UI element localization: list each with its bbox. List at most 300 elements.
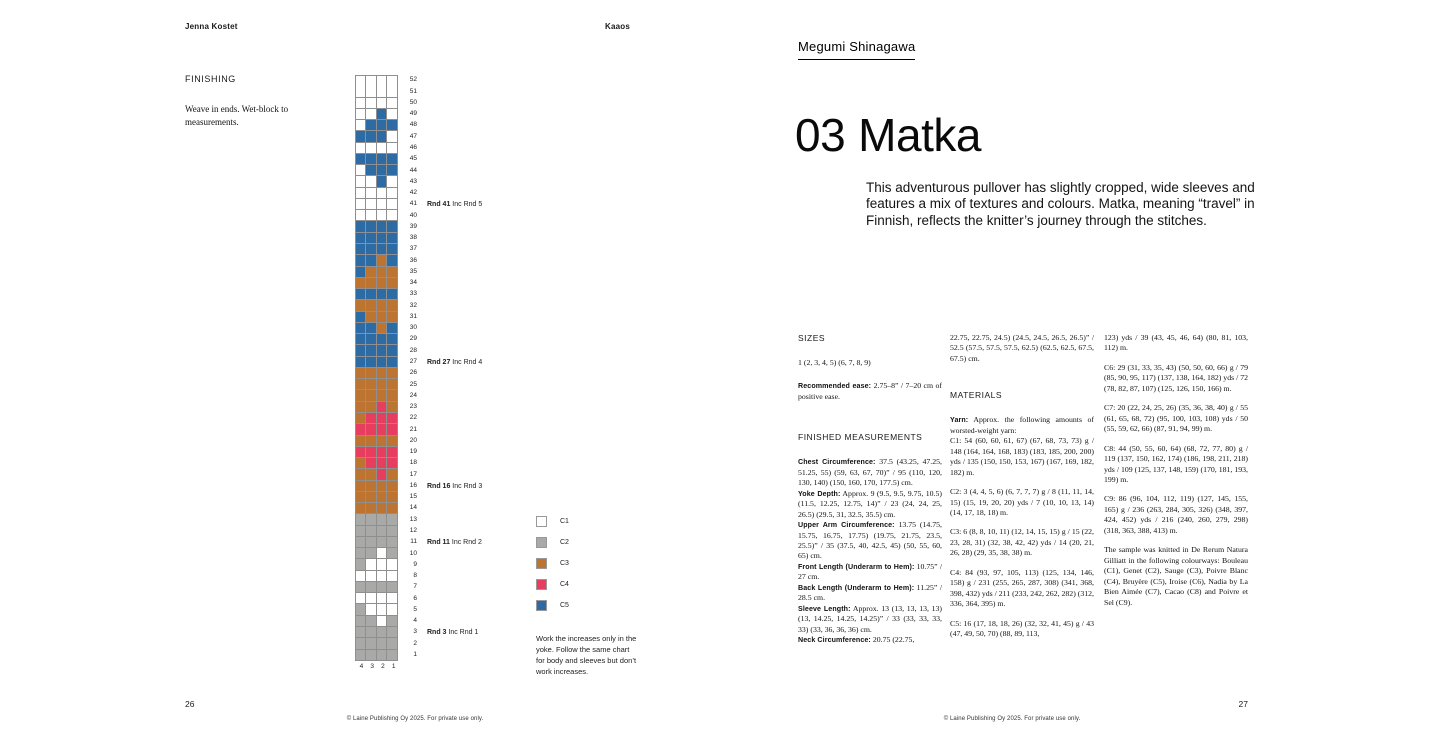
chart-cell — [366, 447, 377, 458]
chart-cell — [387, 627, 398, 638]
chart-row-cells — [355, 199, 398, 210]
finishing-section — [185, 74, 335, 128]
chart-row — [355, 593, 482, 604]
chart-row — [355, 86, 482, 97]
chart-row-cells — [355, 481, 398, 492]
chart-cell — [366, 143, 377, 154]
chart-cell — [387, 469, 398, 480]
chart-row-number: 7 — [413, 583, 417, 591]
chart-rnd-label: Rnd 16 Inc Rnd 3 — [427, 482, 483, 490]
chart-row — [355, 481, 482, 492]
chart-cell — [355, 312, 366, 323]
chart-row — [355, 537, 482, 548]
chart-cell — [387, 323, 398, 334]
chart-cell — [377, 86, 388, 97]
chart-cell — [366, 526, 377, 537]
chart-cell — [355, 221, 366, 232]
chart-row — [355, 526, 482, 537]
chart-cell — [387, 210, 398, 221]
chart-row-number: 30 — [409, 324, 417, 332]
chart-cell — [387, 402, 398, 413]
chart-cell — [377, 120, 388, 131]
chart-row — [355, 503, 482, 514]
chart-cell — [387, 357, 398, 368]
chart-cell — [355, 188, 366, 199]
chart-cell — [355, 210, 366, 221]
chart-row-number: 46 — [409, 143, 417, 151]
measurement-item: Upper Arm Circumference: 13.75 (14.75, 15.75, 16.75, 17.75) (19.75, 21.75, 23.5, 25.5)” / 35 (37.5, 40, 42.5, 45) (50, 55, 60, 65) cm. — [798, 520, 942, 561]
chart-legend — [536, 511, 569, 616]
chart-row — [355, 334, 482, 345]
chart-column-number: 4 — [359, 662, 364, 670]
ease-text: 2.75–8” / 7–20 cm of positive ease. — [798, 381, 942, 401]
chart-cell — [366, 120, 377, 131]
chart-cell — [366, 323, 377, 334]
chart-row — [355, 469, 482, 480]
legend-label: C2 — [560, 539, 569, 546]
chart-row-cells — [355, 604, 398, 615]
chart-cell — [377, 154, 388, 165]
chart-cell — [387, 76, 398, 87]
chart-cell — [366, 176, 377, 187]
chart-row — [355, 548, 482, 559]
chart-row — [355, 650, 482, 661]
chart-row — [355, 278, 482, 289]
legend-label: C4 — [560, 581, 569, 588]
chart-cell — [355, 165, 366, 176]
chart-cell — [387, 413, 398, 424]
chart-row-cells — [355, 627, 398, 638]
chart-cell — [377, 616, 388, 627]
chart-cell — [377, 559, 388, 570]
chart-row — [355, 210, 482, 221]
chart-cell — [387, 548, 398, 559]
chart-cell — [366, 458, 377, 469]
chart-row-number: 48 — [409, 121, 417, 129]
chart-cell — [366, 131, 377, 142]
chart-cell — [355, 255, 366, 266]
chart-row — [355, 571, 482, 582]
chart-cell — [387, 503, 398, 514]
chart-row-cells — [355, 526, 398, 537]
chart-cell — [377, 210, 388, 221]
chart-cell — [366, 368, 377, 379]
chart-cell — [355, 616, 366, 627]
chart-row — [355, 447, 482, 458]
chart-cell — [366, 424, 377, 435]
chart-row-cells — [355, 492, 398, 503]
chart-row — [355, 638, 482, 649]
chart-cell — [377, 143, 388, 154]
chart-cell — [377, 627, 388, 638]
chart-grid — [355, 75, 482, 661]
chart-cell — [366, 255, 377, 266]
chart-cell — [377, 255, 388, 266]
chart-row-number: 41 — [409, 200, 417, 208]
chart-row-cells — [355, 424, 398, 435]
chart-cell — [355, 345, 366, 356]
chart-cell — [366, 616, 377, 627]
chart-cell — [377, 593, 388, 604]
chart-row — [355, 188, 482, 199]
chart-row-cells — [355, 368, 398, 379]
chart-cell — [366, 278, 377, 289]
chart-cell — [377, 131, 388, 142]
chart-cell — [387, 424, 398, 435]
materials-item: C4: 84 (93, 97, 105, 113) (125, 134, 146, 158) g / 231 (255, 265, 287, 308) (341, 368, 398, 432) yds / 211 (233, 242, 262, 282) (312, 336, 364, 395) m. — [950, 567, 1094, 609]
chart-row-cells — [355, 390, 398, 401]
chart-cell — [366, 300, 377, 311]
chart-row-cells — [355, 334, 398, 345]
chart-cell — [366, 267, 377, 278]
chart-cell — [377, 221, 388, 232]
yarn-item: The sample was knitted in De Rerum Natura Gilliatt in the following colourways: Bouleau (C1), Genet (C2), Sauge (C3), Poivre Blanc (C4), Bruyère (C5), Iroise (C6), Nadia by La Bien Aimée (C7), Cacao (C8) and Poivre et Sel (C9). — [1104, 545, 1248, 607]
chart-cell — [387, 199, 398, 210]
chart-cell — [377, 368, 388, 379]
chart-row-cells — [355, 413, 398, 424]
chart-cell — [377, 402, 388, 413]
chart-cell — [366, 357, 377, 368]
measurement-item-label: Chest Circumference: — [798, 458, 876, 467]
measurement-item: Sleeve Length: Approx. 13 (13, 13, 13, 13) (13, 14.25, 14.25, 14.25)” / 33 (33, 33, 33, 33) (33, 36, 36, 36) cm. — [798, 603, 943, 634]
legend-label: C1 — [560, 518, 569, 525]
chart-cell — [377, 469, 388, 480]
chart-cell — [355, 131, 366, 142]
pattern-intro: This adventurous pullover has slightly cropped, wide sleeves and features a mix of textures and colours. Matka, meaning “travel” in Finnish, reflects the knitter’s journey through the stitches. — [866, 180, 1255, 228]
chart-row-cells — [355, 447, 398, 458]
chart-row-cells — [355, 469, 398, 480]
chart-cell — [355, 76, 366, 87]
legend-label: C5 — [560, 602, 569, 609]
measurement-item-label: Sleeve Length: — [798, 604, 851, 613]
chart-cell — [355, 481, 366, 492]
chart-cell — [387, 300, 398, 311]
legend-label: C3 — [560, 560, 569, 567]
chart-cell — [387, 176, 398, 187]
chart-row-cells — [355, 537, 398, 548]
chart-row-number: 16 — [409, 481, 417, 489]
materials-item: C2: 3 (4, 4, 5, 6) (6, 7, 7, 7) g / 8 (11, 11, 14, 15) (15, 19, 20, 20) yds / 7 (10, 10, 13, 14) (14, 17, 18, 18) m. — [950, 487, 1094, 517]
chart-row-number: 24 — [409, 391, 417, 399]
chart-row — [355, 514, 482, 525]
chart-cell — [377, 300, 388, 311]
chart-row-number: 11 — [410, 538, 417, 546]
chart-cell — [377, 481, 388, 492]
chart-row-cells — [355, 154, 398, 165]
legend-item — [536, 532, 569, 553]
chart-row-number: 51 — [409, 87, 417, 95]
chart-cell — [387, 109, 398, 120]
chart-cell — [377, 345, 388, 356]
chart-row-cells — [355, 650, 398, 661]
running-head-book-title: Kaaos — [605, 22, 631, 31]
chart-row-cells — [355, 548, 398, 559]
chart-cell — [377, 357, 388, 368]
measurement-item: Back Length (Underarm to Hem): 11.25” / 28.5 cm. — [798, 582, 942, 603]
chart-row — [355, 379, 482, 390]
column-sizes — [798, 333, 942, 646]
chart-cell — [366, 76, 377, 87]
chart-cell — [387, 559, 398, 570]
materials-item: Yarn: Approx. the following amounts of worsted-weight yarn: — [950, 415, 1094, 435]
chart-cell — [366, 492, 377, 503]
yarn-item: C8: 44 (50, 55, 60, 64) (68, 72, 77, 80) g / 119 (137, 150, 162, 174) (186, 198, 211, 218) yds / 109 (125, 137, 148, 159) (170, 181, 193, 199) m. — [1104, 443, 1248, 484]
chart-row — [355, 176, 482, 187]
chart-cell — [355, 503, 366, 514]
chart-row-cells — [355, 109, 398, 120]
chart-cell — [366, 345, 377, 356]
column-yarn-continued — [1104, 333, 1248, 608]
chart-rnd-label: Rnd 41 Inc Rnd 5 — [427, 201, 483, 209]
chart-cell — [355, 357, 366, 368]
chart-row-cells — [355, 120, 398, 131]
chart-cell — [377, 76, 388, 87]
chart-row-cells — [355, 458, 398, 469]
chart-cell — [387, 289, 398, 300]
chart-row — [355, 413, 482, 424]
chart-row-number: 47 — [409, 132, 417, 140]
chart-cell — [387, 481, 398, 492]
chart-row-cells — [355, 86, 398, 97]
materials-item: C1: 54 (60, 60, 61, 67) (67, 68, 73, 73) g / 148 (164, 164, 168, 183) (183, 185, 200, 200) yds / 135 (150, 150, 153, 167) (167, 169, 182, 182) m. — [950, 436, 1094, 477]
chart-row — [355, 131, 482, 142]
measurement-item: Chest Circumference: 37.5 (43.25, 47.25, 51.25, 55) (59, 63, 67, 70)” / 95 (110, 120, 130, 140) (150, 160, 170, 177.5) cm. — [798, 457, 943, 488]
chart-row — [355, 582, 482, 593]
chart-cell — [366, 627, 377, 638]
chart-row-cells — [355, 233, 398, 244]
chart-row-cells — [355, 638, 398, 649]
chart-row-cells — [355, 188, 398, 199]
materials-heading: MATERIALS — [950, 390, 1003, 401]
chart-cell — [377, 323, 388, 334]
chart-row — [355, 492, 482, 503]
chart-row — [355, 199, 482, 210]
chart-cell — [387, 120, 398, 131]
measurement-item-label: Yoke Depth: — [798, 489, 841, 498]
chart-rnd-label: Rnd 3 Inc Rnd 1 — [427, 629, 479, 637]
chart-row-cells — [355, 267, 398, 278]
measurement-item-label: Back Length (Underarm to Hem): — [798, 583, 915, 592]
chart-cell — [377, 278, 388, 289]
chart-cell — [377, 638, 388, 649]
finished-measurements-heading: FINISHED MEASUREMENTS — [798, 432, 923, 443]
chart-cell — [366, 650, 377, 661]
finishing-body: Weave in ends. Wet-block to measurements. — [185, 104, 289, 127]
legend-swatch — [536, 516, 547, 527]
chart-row-number: 21 — [409, 425, 417, 433]
chart-row-number: 22 — [409, 414, 417, 422]
chart-rnd-label: Rnd 11 Inc Rnd 2 — [427, 539, 482, 547]
chart-row-number: 27 — [409, 358, 417, 366]
chart-cell — [355, 300, 366, 311]
chart-cell — [387, 379, 398, 390]
chart-rnd-label: Rnd 27 Inc Rnd 4 — [427, 358, 483, 366]
chart-cell — [366, 334, 377, 345]
chart-cell — [387, 255, 398, 266]
chart-cell — [366, 390, 377, 401]
chart-cell — [387, 390, 398, 401]
chart-cell — [387, 447, 398, 458]
chart-cell — [387, 165, 398, 176]
chart-row-cells — [355, 255, 398, 266]
chart-cell — [387, 582, 398, 593]
chart-row — [355, 604, 482, 615]
chart-row-cells — [355, 210, 398, 221]
chart-cell — [387, 86, 398, 97]
chart-row-number: 28 — [409, 346, 417, 354]
chart-cell — [387, 492, 398, 503]
chart-cell — [366, 199, 377, 210]
pattern-title: Matka — [858, 109, 981, 161]
chart-cell — [355, 143, 366, 154]
chart-cell — [355, 278, 366, 289]
chart-row — [355, 436, 482, 447]
chart-cell — [387, 233, 398, 244]
chart-row-cells — [355, 131, 398, 142]
chart-cell — [377, 390, 388, 401]
legend-swatch — [536, 537, 547, 548]
chart-row-cells — [355, 278, 398, 289]
chart-row-cells — [355, 75, 398, 87]
chart-row-number: 37 — [409, 245, 417, 253]
chart-row-cells — [355, 98, 398, 109]
chart-row-cells — [355, 582, 398, 593]
column-materials — [950, 333, 1094, 640]
ease-line — [798, 381, 942, 402]
chart-cell — [377, 650, 388, 661]
chart-cell — [366, 402, 377, 413]
chart-row-number: 2 — [413, 639, 417, 647]
chart-cell — [377, 424, 388, 435]
pattern-title-row — [795, 108, 981, 162]
chart-row-number: 42 — [409, 189, 417, 197]
copyright-notice: © Laine Publishing Oy 2025. For private use only. — [346, 716, 484, 722]
chart-cell — [366, 469, 377, 480]
chart-cell — [366, 638, 377, 649]
chart-cell — [377, 514, 388, 525]
chart-cell — [387, 593, 398, 604]
chart-row-number: 33 — [409, 290, 417, 298]
chart-cell — [366, 559, 377, 570]
chart-row-number: 29 — [409, 335, 417, 343]
chart-cell — [387, 244, 398, 255]
chart-cell — [387, 278, 398, 289]
chart-cell — [377, 548, 388, 559]
chart-row — [355, 143, 482, 154]
chart-row — [355, 244, 482, 255]
chart-row-cells — [355, 402, 398, 413]
finished-measurements-list — [798, 457, 942, 645]
yarn-item: C9: 86 (96, 104, 112, 119) (127, 145, 155, 165) g / 236 (263, 284, 305, 326) (348, 397, 424, 452) yds / 216 (240, 260, 279, 298) (318, 363, 388, 413) m. — [1104, 494, 1248, 535]
chart-column-number: 1 — [391, 662, 396, 670]
chart-cell — [355, 109, 366, 120]
chart-cell — [355, 368, 366, 379]
chart-row-cells — [355, 323, 398, 334]
chart-row-number: 15 — [409, 493, 417, 501]
chart-row-cells — [355, 221, 398, 232]
chart-cell — [366, 165, 377, 176]
chart-cell — [387, 638, 398, 649]
chart-cell — [377, 436, 388, 447]
chart-cell — [355, 244, 366, 255]
chart-cell — [366, 537, 377, 548]
chart-cell — [355, 582, 366, 593]
chart-cell — [387, 436, 398, 447]
chart-row-cells — [355, 143, 398, 154]
chart-cell — [387, 368, 398, 379]
chart-row-cells — [355, 176, 398, 187]
materials-list — [950, 415, 1094, 639]
chart-cell — [366, 571, 377, 582]
chart-cell — [366, 289, 377, 300]
chart-cell — [355, 526, 366, 537]
chart-row-number: 40 — [409, 211, 417, 219]
chart-row-number: 14 — [409, 504, 417, 512]
chart-row-number: 49 — [409, 110, 417, 118]
chart-cell — [366, 593, 377, 604]
chart-row-cells — [355, 289, 398, 300]
chart-row — [355, 98, 482, 109]
chart-cell — [355, 176, 366, 187]
chart-cell — [387, 334, 398, 345]
chart-column-number: 2 — [381, 662, 385, 670]
chart-cell — [366, 109, 377, 120]
measurement-item-label: Neck Circumference: — [798, 636, 871, 645]
chart-row-cells — [355, 503, 398, 514]
chart-row-cells — [355, 244, 398, 255]
chart-row-number: 23 — [409, 403, 417, 411]
chart-cell — [355, 458, 366, 469]
chart-row — [355, 300, 482, 311]
chart-cell — [377, 447, 388, 458]
chart-cell — [355, 627, 366, 638]
chart-row-number: 39 — [409, 222, 417, 230]
chart-cell — [377, 98, 388, 109]
chart-cell — [366, 312, 377, 323]
chart-cell — [387, 571, 398, 582]
chart-cell — [355, 334, 366, 345]
chart-row-number: 25 — [409, 380, 417, 388]
chart-row-number: 1 — [413, 650, 417, 658]
chart-row — [355, 233, 482, 244]
pattern-number: 03 — [795, 109, 846, 161]
chart-row-number: 26 — [409, 369, 417, 377]
chart-row-number: 43 — [409, 177, 417, 185]
sizes-heading: SIZES — [798, 333, 826, 343]
legend-swatch — [536, 600, 547, 611]
measurement-item-label: Upper Arm Circumference: — [798, 521, 895, 530]
chart-column-number: 3 — [370, 662, 374, 670]
colorwork-chart — [355, 75, 482, 670]
chart-cell — [377, 334, 388, 345]
chart-cell — [355, 638, 366, 649]
chart-row-cells — [355, 379, 398, 390]
chart-cell — [377, 199, 388, 210]
chart-cell — [377, 244, 388, 255]
chart-cell — [387, 131, 398, 142]
chart-row-cells — [355, 593, 398, 604]
chart-row-number: 52 — [409, 76, 417, 84]
ease-label: Recommended ease: — [798, 382, 872, 391]
chart-cell — [355, 469, 366, 480]
chart-row-cells — [355, 312, 398, 323]
chart-row-number: 4 — [413, 617, 417, 625]
chart-note: Work the increases only in the yoke. Follow the same chart for body and sleeves but don’t work increases. — [536, 634, 637, 676]
chart-row — [355, 221, 482, 232]
chart-row-number: 12 — [409, 527, 417, 534]
chart-row — [355, 345, 482, 356]
chart-cell — [377, 503, 388, 514]
